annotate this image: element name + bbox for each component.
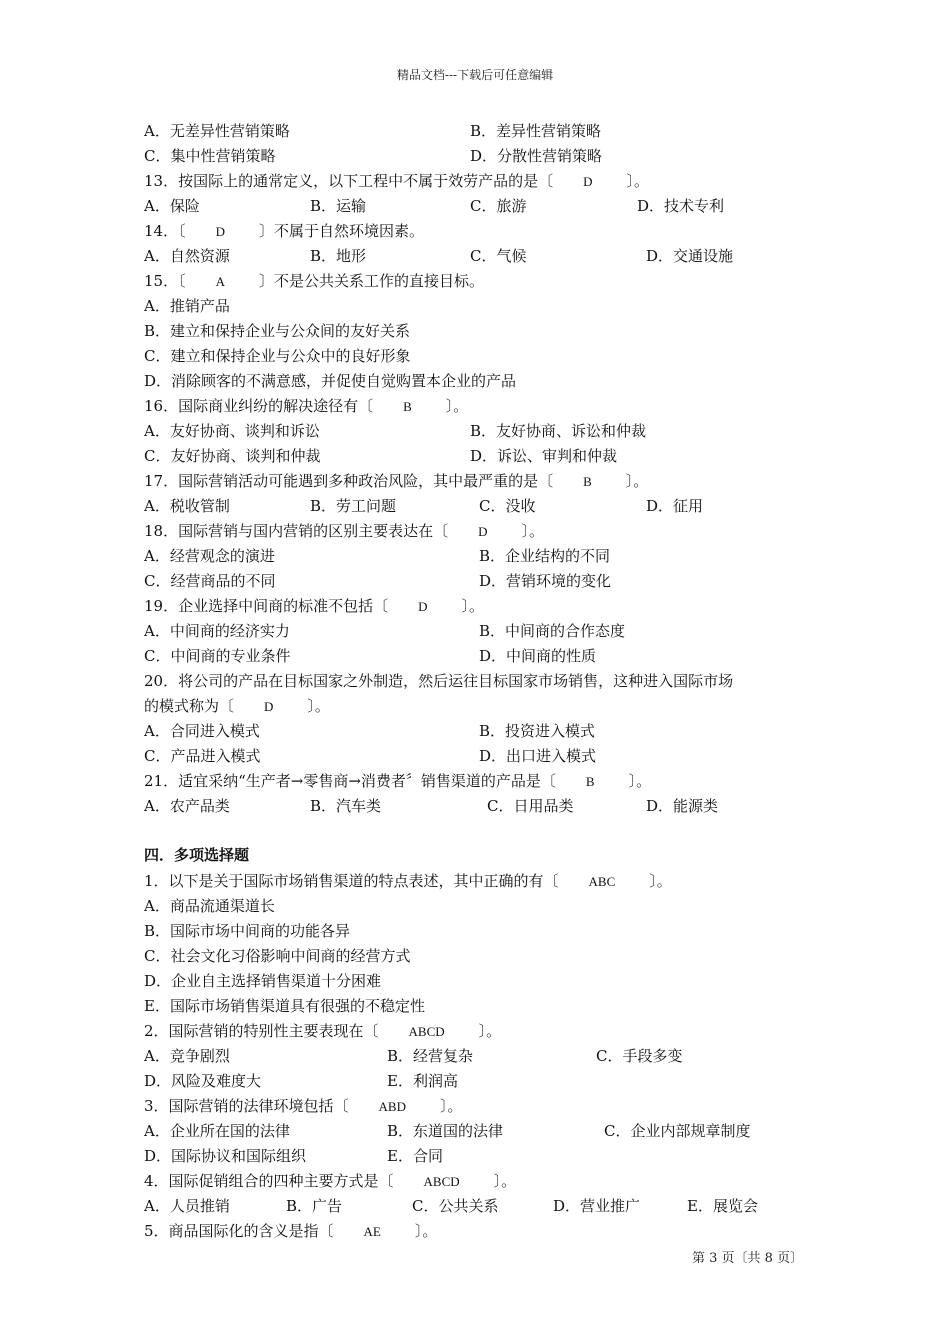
answer-value: D	[583, 174, 593, 189]
question-line	[144, 1019, 824, 1044]
option-item: C．经营商品的不同	[144, 572, 276, 590]
question-text: 1．以下是关于国际市场销售渠道的特点表述，其中正确的有〔	[144, 872, 559, 890]
option-item: C．产品进入模式	[144, 747, 261, 765]
option-item: B．差异性营销策略	[470, 122, 602, 140]
option-item: A．经营观念的演进	[144, 547, 275, 565]
option-item: A．企业所在国的法律	[144, 1122, 290, 1140]
option-row	[144, 144, 824, 169]
question-end: 〕不属于自然环境因素。	[258, 222, 424, 240]
option-item: B．汽车类	[310, 797, 382, 815]
option-item: C．友好协商、谈判和仲裁	[144, 447, 321, 465]
question-line	[144, 1169, 824, 1194]
option-item: B．广告	[286, 1197, 343, 1215]
question-text: 17．国际营销活动可能遇到多种政治风险，其中最严重的是〔	[144, 472, 554, 490]
option-item: C．没收	[479, 497, 536, 515]
option-item: A．中间商的经济实力	[144, 622, 290, 640]
option-item: C．公共关系	[412, 1197, 499, 1215]
section4-questions	[144, 869, 824, 1244]
option-row	[144, 1119, 824, 1144]
text-line: A．推销产品	[144, 297, 230, 315]
option-item: D．征用	[646, 497, 704, 515]
option-item: A．合同进入模式	[144, 722, 260, 740]
question-text: 5．商品国际化的含义是指〔	[144, 1222, 334, 1240]
option-row	[144, 644, 824, 669]
question-line	[144, 769, 824, 794]
option-item: E．合同	[387, 1147, 443, 1165]
option-row	[144, 119, 824, 144]
option-item: D．国际协议和国际组织	[144, 1147, 307, 1165]
text-line: D．企业自主选择销售渠道十分困难	[144, 972, 382, 990]
option-item: B．经营复杂	[387, 1047, 474, 1065]
option-row	[144, 1144, 824, 1169]
option-item: A．农产品类	[144, 797, 230, 815]
question-text: 15．〔	[144, 272, 186, 290]
option-item: C．手段多变	[596, 1047, 683, 1065]
text-line: A．商品流通渠道长	[144, 897, 275, 915]
section-title: 四．多项选择题	[144, 846, 250, 864]
question-end: 〕。	[414, 1222, 438, 1240]
option-row	[144, 719, 824, 744]
option-item: B．东道国的法律	[387, 1122, 504, 1140]
text-line: C．建立和保持企业与公众中的良好形象	[144, 347, 411, 365]
text-line: B．国际市场中间商的功能各异	[144, 922, 351, 940]
question-line	[144, 594, 824, 619]
option-row	[144, 744, 824, 769]
option-item: D．中间商的性质	[479, 647, 597, 665]
text-line: D．消除顾客的不满意感，并促使自觉购置本企业的产品	[144, 372, 517, 390]
option-item: D．交通设施	[646, 247, 734, 265]
option-item: A．无差异性营销策略	[144, 122, 290, 140]
option-row	[144, 244, 824, 269]
question-line	[144, 394, 824, 419]
option-item: C．日用品类	[487, 797, 574, 815]
option-item: D．分散性营销策略	[470, 147, 603, 165]
option-item: D．诉讼、审判和仲裁	[470, 447, 618, 465]
answer-value: ABC	[588, 874, 616, 889]
option-row	[144, 544, 824, 569]
page-footer: 第 3 页〔共 8 页〕	[692, 1251, 804, 1266]
option-row	[144, 444, 824, 469]
answer-value: A	[215, 274, 225, 289]
option-item: C．集中性营销策略	[144, 147, 276, 165]
text-line: E．国际市场销售渠道具有很强的不稳定性	[144, 997, 425, 1015]
option-item: C．中间商的专业条件	[144, 647, 291, 665]
option-item: D．营业推广	[553, 1197, 641, 1215]
answer-value: ABCD	[408, 1024, 445, 1039]
option-row	[144, 1044, 824, 1069]
answer-value: D	[264, 699, 274, 714]
question-end: 〕。	[626, 172, 649, 190]
question-text: 14．〔	[144, 222, 186, 240]
question-line	[144, 1094, 824, 1119]
option-row	[144, 419, 824, 444]
option-item: A．友好协商、谈判和诉讼	[144, 422, 320, 440]
option-item: D．风险及难度大	[144, 1072, 262, 1090]
section3-questions	[144, 119, 824, 819]
option-item: B．企业结构的不同	[479, 547, 611, 565]
option-item: C．旅游	[470, 197, 527, 215]
text-line: C．社会文化习俗影响中间商的经营方式	[144, 947, 411, 965]
option-item: C．企业内部规章制度	[604, 1122, 751, 1140]
option-row	[144, 569, 824, 594]
question-end: 〕。	[440, 1097, 463, 1115]
question-text: 13．按国际上的通常定义，以下工程中不属于效劳产品的是〔	[144, 172, 554, 190]
question-text: 2．国际营销的特别性主要表现在〔	[144, 1022, 379, 1040]
option-item: C．气候	[470, 247, 527, 265]
question-text: 21．适宜采纳“生产者→零售商→消费者〞销售渠道的产品是〔	[144, 772, 556, 790]
question-end: 〕。	[628, 772, 652, 790]
question-line	[144, 169, 824, 194]
answer-value: AE	[363, 1224, 381, 1239]
question-text: 16．国际商业纠纷的解决途径有〔	[144, 397, 374, 415]
option-item: A．自然资源	[144, 247, 230, 265]
option-item: D．出口进入模式	[479, 747, 597, 765]
answer-value: ABD	[378, 1099, 406, 1114]
option-item: D．技术专利	[637, 197, 725, 215]
section-gap	[144, 819, 824, 841]
answer-value: D	[418, 599, 428, 614]
question-text: 19．企业选择中间商的标准不包括〔	[144, 597, 389, 615]
question-end: 〕。	[493, 1172, 517, 1190]
option-row	[144, 194, 824, 219]
question-end: 〕不是公共关系工作的直接目标。	[258, 272, 484, 290]
question-end: 〕。	[521, 522, 544, 540]
option-item: A．税收管制	[144, 497, 230, 515]
option-item: D．营销环境的变化	[479, 572, 612, 590]
option-item: B．中间商的合作态度	[479, 622, 626, 640]
answer-value: ABCD	[423, 1174, 460, 1189]
text-line: B．建立和保持企业与公众间的友好关系	[144, 322, 411, 340]
option-row	[144, 494, 824, 519]
question-line	[144, 694, 824, 719]
option-row	[144, 1069, 824, 1094]
option-item: B．友好协商、诉讼和仲裁	[470, 422, 647, 440]
question-end: 〕。	[625, 472, 649, 490]
option-row	[144, 1194, 824, 1219]
question-end: 〕。	[307, 697, 330, 715]
text-line: 20．将公司的产品在目标国家之外制造，然后运往目标国家市场销售，这种进入国际市场	[144, 672, 734, 690]
option-item: E．展览会	[687, 1197, 758, 1215]
option-item: A．竞争剧烈	[144, 1047, 230, 1065]
answer-value: D	[215, 224, 225, 239]
question-text: 18．国际营销与国内营销的区别主要表达在〔	[144, 522, 449, 540]
option-row	[144, 619, 824, 644]
question-line	[144, 269, 824, 294]
question-line	[144, 219, 824, 244]
answer-value: B	[583, 474, 592, 489]
question-line	[144, 469, 824, 494]
answer-value: D	[478, 524, 488, 539]
question-end: 〕。	[445, 397, 469, 415]
question-line	[144, 519, 824, 544]
option-item: B．地形	[310, 247, 367, 265]
option-item: B．投资进入模式	[479, 722, 596, 740]
question-text: 3．国际营销的法律环境包括〔	[144, 1097, 349, 1115]
option-item: D．能源类	[646, 797, 719, 815]
option-item: B．劳工问题	[310, 497, 397, 515]
option-item: E．利润高	[387, 1072, 458, 1090]
question-line	[144, 1219, 824, 1244]
question-end: 〕。	[461, 597, 484, 615]
option-row	[144, 794, 824, 819]
option-item: A．保险	[144, 197, 200, 215]
option-item: A．人员推销	[144, 1197, 230, 1215]
option-item: B．运输	[310, 197, 367, 215]
document-body	[144, 119, 824, 1244]
question-text: 4．国际促销组合的四种主要方式是〔	[144, 1172, 394, 1190]
answer-value: B	[403, 399, 412, 414]
question-text: 的模式称为〔	[144, 697, 235, 715]
page-header: 精品文档---下载后可任意编辑	[396, 68, 554, 82]
question-end: 〕。	[649, 872, 672, 890]
answer-value: B	[585, 774, 595, 789]
question-line	[144, 869, 824, 894]
question-end: 〕。	[478, 1022, 502, 1040]
